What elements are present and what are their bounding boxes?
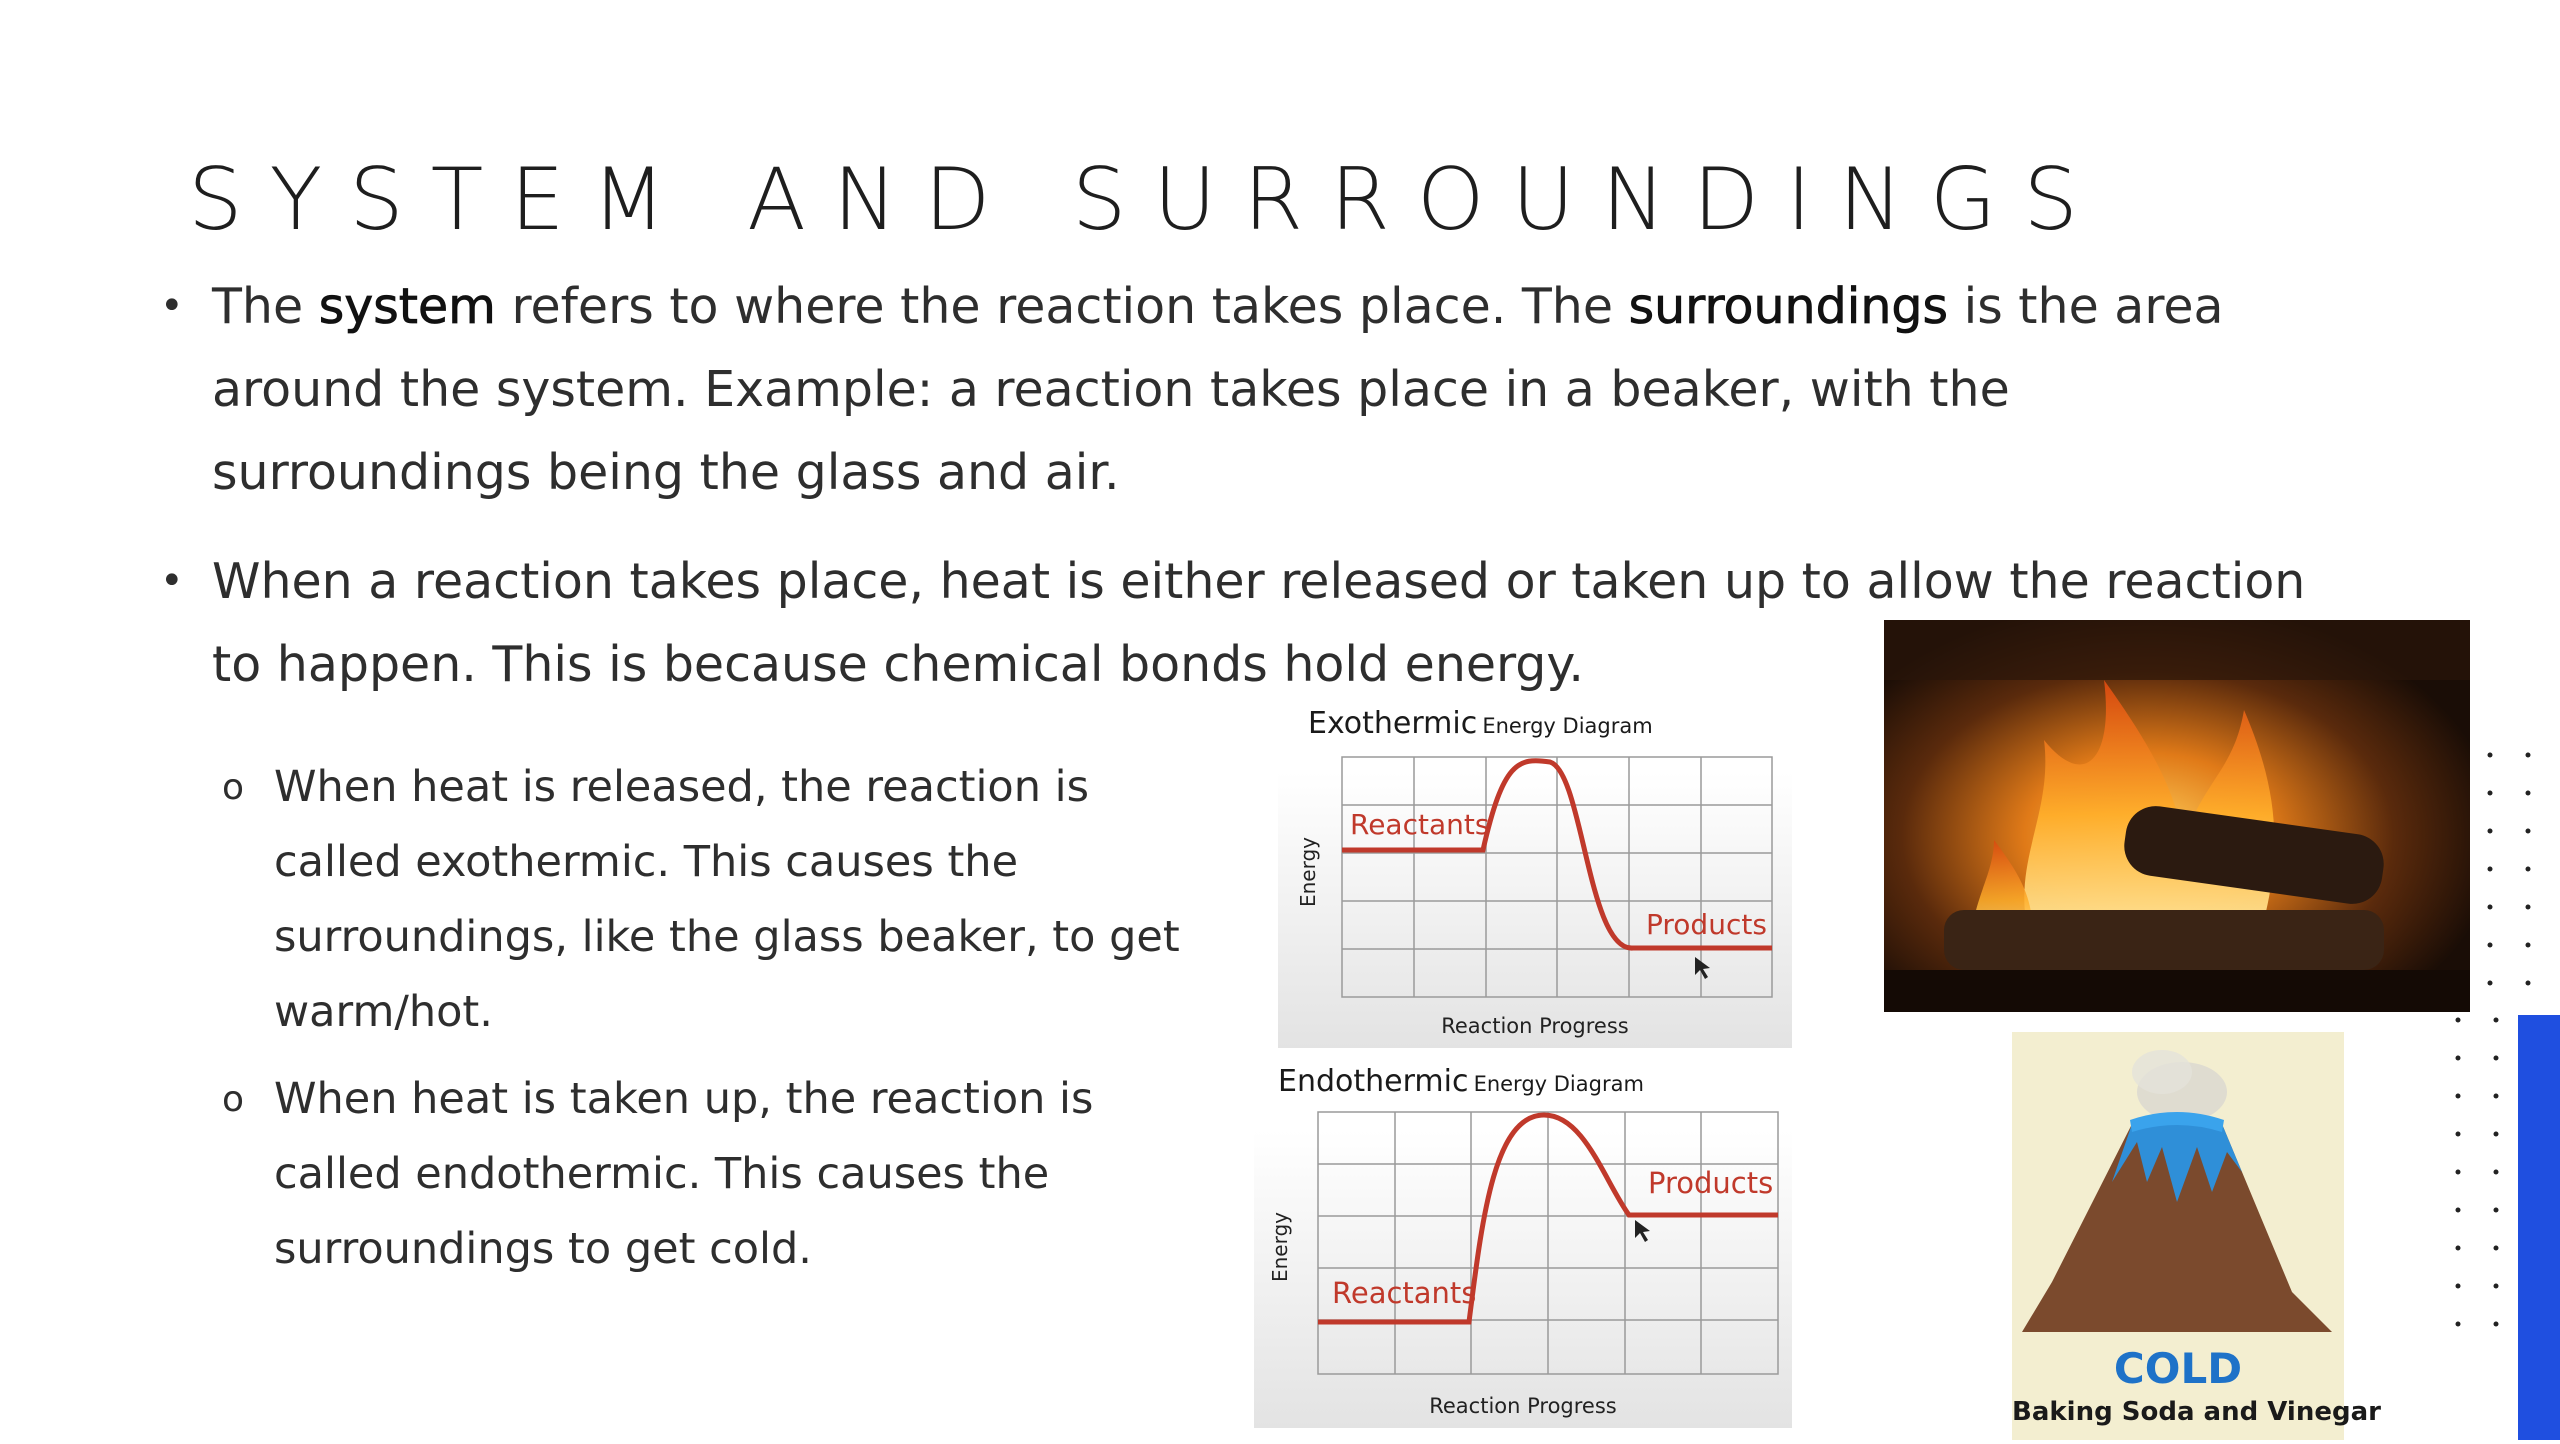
fireplace-photo (1884, 620, 2470, 1012)
fire-illustration (1884, 620, 2470, 1012)
bullet-text: is the area around the system. Example: a reaction takes place in a beaker, with the surroundings being the glass and air. (212, 278, 2224, 501)
cold-label: COLD (2113, 1344, 2243, 1393)
y-axis-label: Energy (1296, 836, 1320, 907)
circle-bullet-icon: o (222, 1079, 245, 1120)
endothermic-diagram-svg (1254, 1060, 1792, 1428)
y-axis-label: Energy (1268, 1211, 1292, 1282)
sub-bullet-list (222, 750, 1182, 1299)
sub-bullet-text: When heat is taken up, the reaction is called endothermic. This causes the surroundings to get cold. (274, 1074, 1094, 1274)
endothermic-diagram (1254, 1060, 1792, 1428)
bullet-text: When a reaction takes place, heat is either released or taken up to allow the reaction to happen. This is because chemical bonds hold energy. (212, 553, 2306, 693)
sub-bullet-exothermic (222, 750, 1182, 1050)
exothermic-diagram (1278, 702, 1792, 1048)
x-axis-label: Reaction Progress (1441, 1014, 1629, 1038)
bullet-text: The (212, 278, 319, 335)
products-label: Products (1646, 908, 1767, 941)
bullet-system-definition (160, 265, 2320, 514)
slide-title: SYSTEM AND SURROUNDINGS (188, 150, 2106, 250)
reactants-label: Reactants (1350, 808, 1490, 841)
keyword-system: system (318, 278, 496, 335)
sub-bullet-text: When heat is released, the reaction is called exothermic. This causes the surroundings, like the glass beaker, to get warm/hot. (274, 762, 1180, 1037)
bullet-dot-icon: • (160, 283, 184, 329)
exothermic-diagram-svg (1278, 702, 1792, 1048)
bullet-dot-icon: • (160, 558, 184, 604)
x-axis-label: Reaction Progress (1429, 1394, 1617, 1418)
accent-blue-bar (2518, 1015, 2560, 1440)
volcano-image (2012, 1032, 2381, 1440)
sub-bullet-endothermic (222, 1062, 1182, 1287)
bullet-text: refers to where the reaction takes place. The (495, 278, 1629, 335)
volcano-caption: Baking Soda and Vinegar (2012, 1397, 2381, 1427)
reactants-label: Reactants (1332, 1276, 1477, 1310)
diagram-title: Endothermic Energy Diagram (1278, 1064, 1644, 1099)
decorative-dot-grid-lower (2448, 1010, 2518, 1370)
diagram-title: Exothermic Energy Diagram (1308, 706, 1653, 741)
keyword-surroundings: surroundings (1628, 278, 1949, 335)
products-label: Products (1648, 1166, 1774, 1200)
circle-bullet-icon: o (222, 767, 245, 808)
